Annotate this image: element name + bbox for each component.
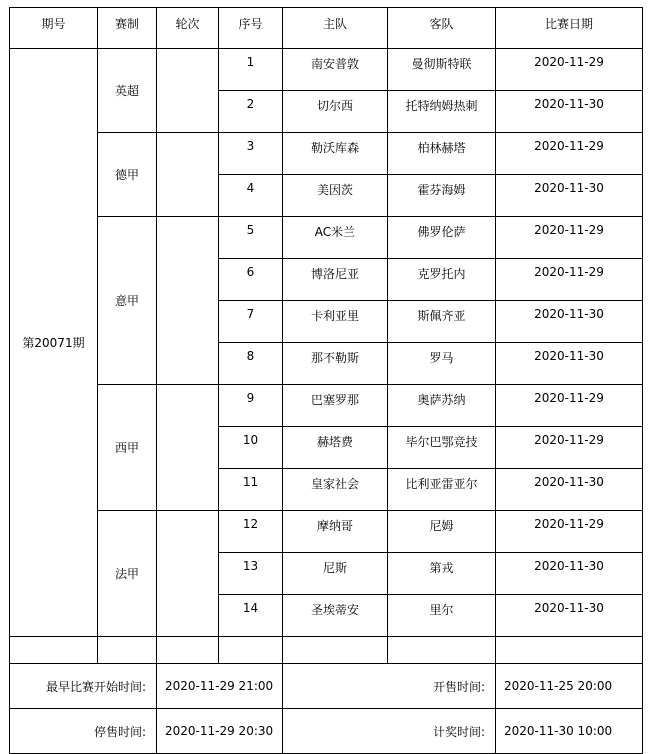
home-team-cell: 切尔西 <box>283 91 388 133</box>
blank-cell <box>157 637 219 664</box>
match-date-cell: 2020-11-29 <box>496 259 643 301</box>
match-number-cell: 8 <box>219 343 283 385</box>
match-row <box>10 133 643 175</box>
match-schedule-table <box>9 7 643 754</box>
home-team-cell: 圣埃蒂安 <box>283 595 388 637</box>
match-number-cell: 2 <box>219 91 283 133</box>
match-date-cell: 2020-11-30 <box>496 343 643 385</box>
match-number-cell: 13 <box>219 553 283 595</box>
match-row <box>10 217 643 259</box>
home-team-cell: 南安普敦 <box>283 49 388 91</box>
round-cell <box>157 385 219 511</box>
home-team-cell: AC米兰 <box>283 217 388 259</box>
header-home-team: 主队 <box>283 8 388 49</box>
home-team-cell: 赫塔费 <box>283 427 388 469</box>
home-team-cell: 巴塞罗那 <box>283 385 388 427</box>
league-cell: 法甲 <box>98 511 157 637</box>
blank-cell <box>98 637 157 664</box>
match-number-cell: 4 <box>219 175 283 217</box>
match-number-cell: 9 <box>219 385 283 427</box>
footer-value: 2020-11-30 10:00 <box>496 709 643 754</box>
away-team-cell: 托特纳姆热刺 <box>388 91 496 133</box>
round-cell <box>157 133 219 217</box>
away-team-cell: 罗马 <box>388 343 496 385</box>
header-row <box>10 8 643 49</box>
blank-cell <box>219 637 283 664</box>
home-team-cell: 摩纳哥 <box>283 511 388 553</box>
match-number-cell: 6 <box>219 259 283 301</box>
match-row <box>10 49 643 91</box>
match-date-cell: 2020-11-30 <box>496 595 643 637</box>
match-date-cell: 2020-11-29 <box>496 427 643 469</box>
match-date-cell: 2020-11-30 <box>496 175 643 217</box>
away-team-cell: 佛罗伦萨 <box>388 217 496 259</box>
league-cell: 德甲 <box>98 133 157 217</box>
match-date-cell: 2020-11-29 <box>496 217 643 259</box>
header-number: 序号 <box>219 8 283 49</box>
away-team-cell: 比利亚雷亚尔 <box>388 469 496 511</box>
away-team-cell: 尼姆 <box>388 511 496 553</box>
away-team-cell: 奥萨苏纳 <box>388 385 496 427</box>
home-team-cell: 博洛尼亚 <box>283 259 388 301</box>
home-team-cell: 卡利亚里 <box>283 301 388 343</box>
header-period: 期号 <box>10 8 98 49</box>
period-cell: 第20071期 <box>10 49 98 637</box>
match-date-cell: 2020-11-30 <box>496 301 643 343</box>
round-cell <box>157 511 219 637</box>
header-away-team: 客队 <box>388 8 496 49</box>
blank-cell <box>388 637 496 664</box>
blank-cell <box>10 637 98 664</box>
home-team-cell: 美因茨 <box>283 175 388 217</box>
match-number-cell: 12 <box>219 511 283 553</box>
match-row <box>10 511 643 553</box>
footer-label: 开售时间: <box>283 664 496 709</box>
away-team-cell: 克罗托内 <box>388 259 496 301</box>
footer-label: 停售时间: <box>10 709 157 754</box>
match-number-cell: 11 <box>219 469 283 511</box>
footer-value: 2020-11-29 20:30 <box>157 709 283 754</box>
home-team-cell: 尼斯 <box>283 553 388 595</box>
away-team-cell: 里尔 <box>388 595 496 637</box>
home-team-cell: 勒沃库森 <box>283 133 388 175</box>
match-number-cell: 5 <box>219 217 283 259</box>
away-team-cell: 霍芬海姆 <box>388 175 496 217</box>
match-date-cell: 2020-11-30 <box>496 469 643 511</box>
match-number-cell: 7 <box>219 301 283 343</box>
league-cell: 意甲 <box>98 217 157 385</box>
footer-label: 最早比赛开始时间: <box>10 664 157 709</box>
match-date-cell: 2020-11-30 <box>496 91 643 133</box>
match-date-cell: 2020-11-29 <box>496 385 643 427</box>
footer-label: 计奖时间: <box>283 709 496 754</box>
away-team-cell: 曼彻斯特联 <box>388 49 496 91</box>
away-team-cell: 斯佩齐亚 <box>388 301 496 343</box>
league-cell: 英超 <box>98 49 157 133</box>
match-row <box>10 385 643 427</box>
footer-value: 2020-11-25 20:00 <box>496 664 643 709</box>
match-number-cell: 10 <box>219 427 283 469</box>
away-team-cell: 毕尔巴鄂竞技 <box>388 427 496 469</box>
match-date-cell: 2020-11-29 <box>496 511 643 553</box>
blank-cell <box>283 637 388 664</box>
blank-row <box>10 637 643 664</box>
match-date-cell: 2020-11-29 <box>496 133 643 175</box>
header-league: 赛制 <box>98 8 157 49</box>
match-date-cell: 2020-11-29 <box>496 49 643 91</box>
away-team-cell: 柏林赫塔 <box>388 133 496 175</box>
blank-cell <box>496 637 643 664</box>
round-cell <box>157 49 219 133</box>
match-number-cell: 1 <box>219 49 283 91</box>
header-round: 轮次 <box>157 8 219 49</box>
footer-row <box>10 664 643 709</box>
league-cell: 西甲 <box>98 385 157 511</box>
header-match-date: 比赛日期 <box>496 8 643 49</box>
home-team-cell: 那不勒斯 <box>283 343 388 385</box>
footer-value: 2020-11-29 21:00 <box>157 664 283 709</box>
footer-row <box>10 709 643 754</box>
match-number-cell: 3 <box>219 133 283 175</box>
away-team-cell: 第戎 <box>388 553 496 595</box>
match-number-cell: 14 <box>219 595 283 637</box>
home-team-cell: 皇家社会 <box>283 469 388 511</box>
round-cell <box>157 217 219 385</box>
match-date-cell: 2020-11-30 <box>496 553 643 595</box>
